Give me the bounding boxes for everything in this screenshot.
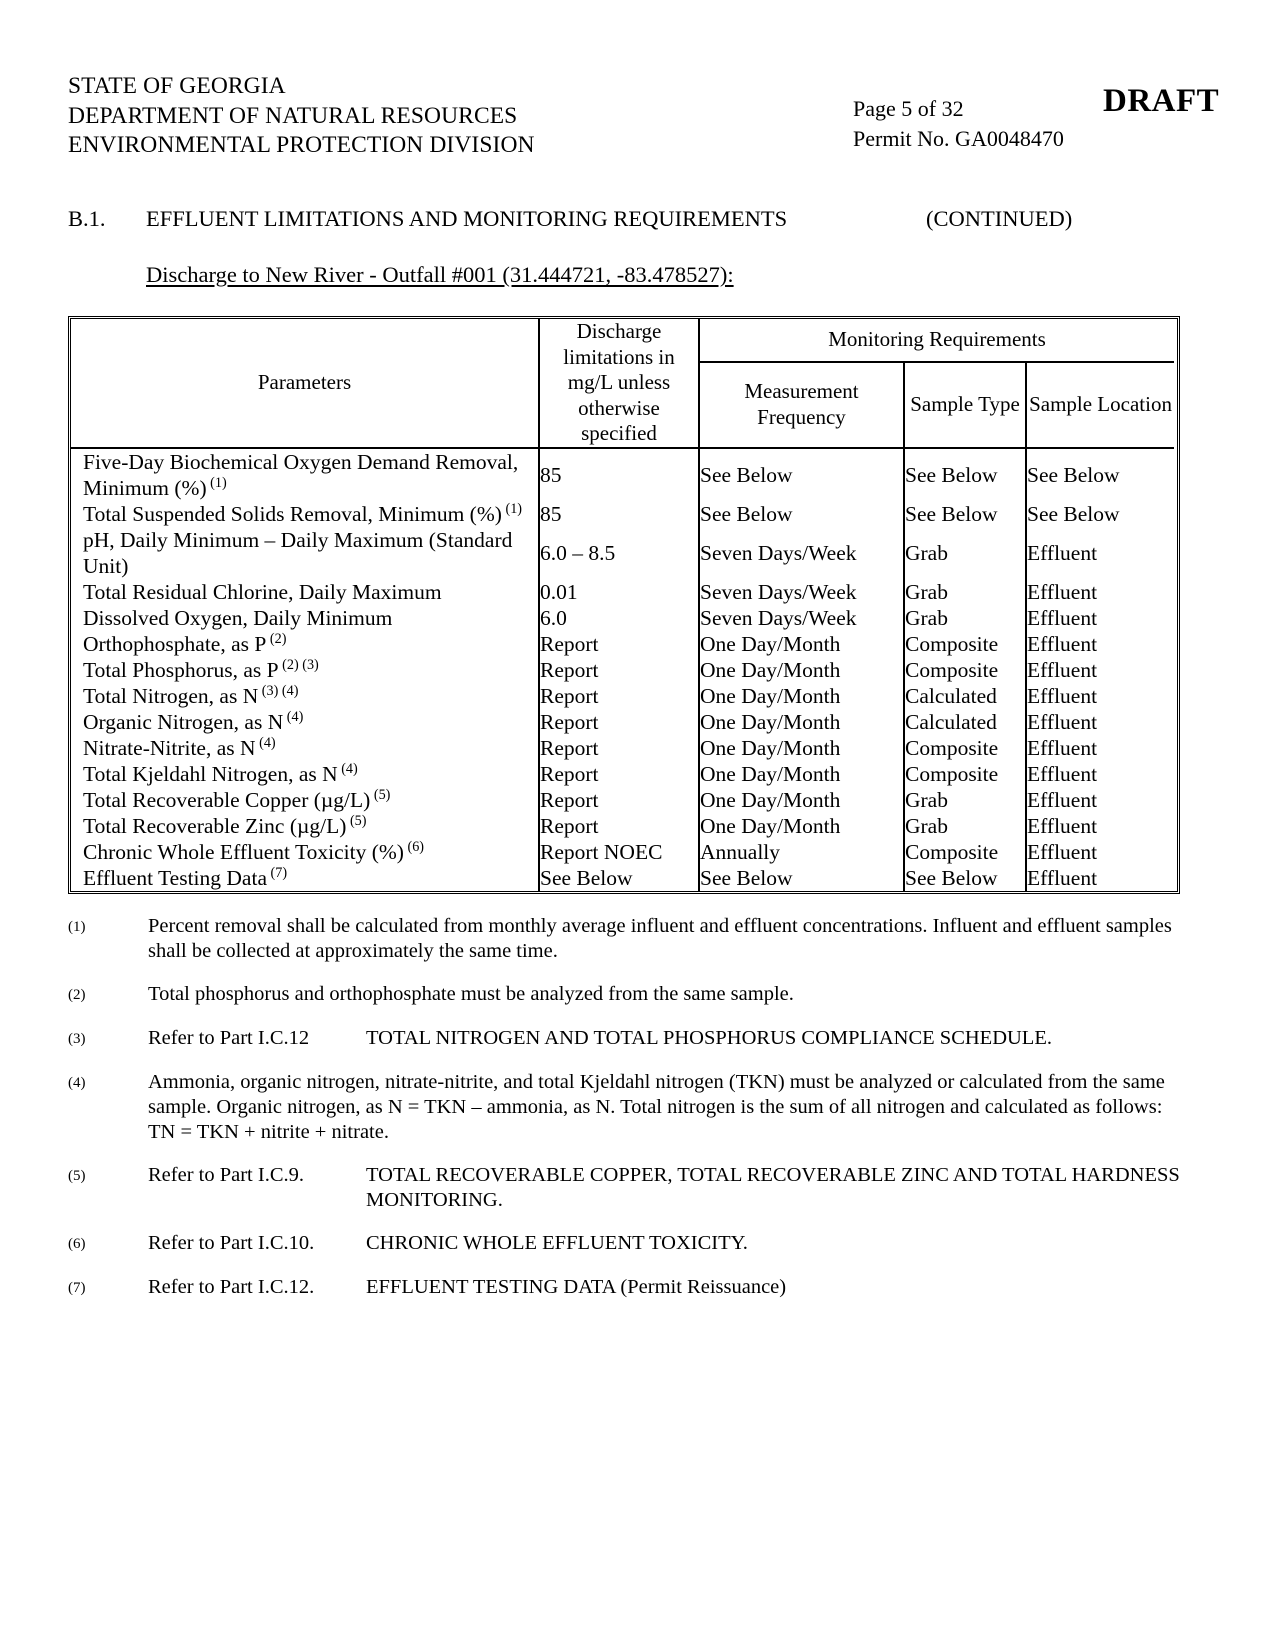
footnote-marker: (6): [403, 838, 425, 855]
cell-sample-type: Grab: [904, 605, 1026, 631]
table-head: [71, 319, 1174, 448]
cell-sample-location: Effluent: [1026, 787, 1174, 813]
cell-discharge-limit: 0.01: [539, 579, 699, 605]
effluent-table-container: [68, 316, 1180, 894]
cell-sample-type: See Below: [904, 501, 1026, 527]
table-row: [71, 657, 1174, 683]
cell-sample-type: Grab: [904, 813, 1026, 839]
footnote-item: [68, 1026, 1180, 1052]
footnote-number: (4): [68, 1074, 86, 1091]
cell-parameter: Dissolved Oxygen, Daily Minimum: [83, 605, 393, 630]
cell-sample-location: Effluent: [1026, 631, 1174, 657]
footnote-marker: (1): [206, 474, 227, 491]
footnote-text: Percent removal shall be calculated from monthly average influent and effluent concentrations. Influent and effluent samples shall be collected at approximately the same time.: [148, 914, 1172, 962]
footnote-number: (6): [68, 1235, 86, 1252]
cell-sample-location: Effluent: [1026, 735, 1174, 761]
cell-sample-type: Calculated: [904, 683, 1026, 709]
section-continued-label: (CONTINUED): [926, 206, 1073, 231]
cell-parameter: Total Recoverable Zinc (µg/L) $^{(5)}$: [83, 812, 367, 838]
table-row: [71, 709, 1174, 735]
cell-parameter: Five-Day Biochemical Oxygen Demand Removal, Minimum (%) $^{(1)}$: [83, 449, 519, 500]
draft-stamp: DRAFT: [1103, 83, 1220, 119]
col-header-monitoring-requirements: Monitoring Requirements: [699, 319, 1174, 362]
cell-measurement-frequency: Seven Days/Week: [699, 579, 904, 605]
outfall-subtitle-text: Discharge to New River - Outfall #001 (31.444721, -83.478527):: [146, 262, 734, 287]
cell-measurement-frequency: Seven Days/Week: [699, 527, 904, 579]
cell-sample-location: Effluent: [1026, 657, 1174, 683]
cell-sample-type: Grab: [904, 579, 1026, 605]
cell-parameter: Orthophosphate, as P $^{(2)}$: [83, 630, 287, 656]
header-meta: [853, 94, 1064, 154]
footnote-body: [148, 1275, 1180, 1301]
cell-sample-location: Effluent: [1026, 709, 1174, 735]
cell-sample-type: Calculated: [904, 709, 1026, 735]
footnote-body: [148, 1070, 1180, 1145]
cell-discharge-limit: 6.0 – 8.5: [539, 527, 699, 579]
cell-parameter: Organic Nitrogen, as N $^{(4)}$: [83, 708, 304, 734]
cell-discharge-limit: Report: [539, 631, 699, 657]
cell-measurement-frequency: One Day/Month: [699, 709, 904, 735]
cell-sample-type: Composite: [904, 735, 1026, 761]
footnote-item: [68, 1163, 1180, 1213]
footnotes-list: [68, 914, 1180, 1301]
cell-measurement-frequency: One Day/Month: [699, 657, 904, 683]
agency-line-2: DEPARTMENT OF NATURAL RESOURCES: [68, 102, 518, 129]
footnote-number: (7): [68, 1279, 86, 1296]
effluent-limitations-table: [71, 319, 1174, 891]
footnote-reference: Refer to Part I.C.12.: [148, 1275, 315, 1298]
cell-measurement-frequency: Annually: [699, 839, 904, 865]
cell-discharge-limit: Report: [539, 787, 699, 813]
col-header-discharge-limitations: Discharge limitations in mg/L unless otherwise specified: [539, 319, 699, 448]
cell-parameter: Total Kjeldahl Nitrogen, as N $^{(4)}$: [83, 760, 358, 786]
table-row: [71, 579, 1174, 605]
footnote-marker: (5): [370, 786, 391, 803]
table-row: [71, 839, 1174, 865]
col-header-parameters: Parameters: [71, 319, 539, 448]
footnote-marker: (1): [501, 500, 523, 517]
cell-parameter: Total Phosphorus, as P $^{(2) (3)}$: [83, 656, 319, 682]
cell-measurement-frequency: One Day/Month: [699, 683, 904, 709]
cell-parameter: pH, Daily Minimum – Daily Maximum (Standard Unit): [83, 527, 513, 578]
footnote-item: [68, 1275, 1180, 1301]
table-row: [71, 813, 1174, 839]
footnote-number: (5): [68, 1167, 86, 1184]
footnote-marker: (7): [267, 864, 288, 881]
footnote-item: [68, 982, 1180, 1008]
section-title: EFFLUENT LIMITATIONS AND MONITORING REQUIREMENTS: [146, 206, 788, 231]
cell-discharge-limit: 85: [539, 448, 699, 501]
cell-measurement-frequency: See Below: [699, 501, 904, 527]
table-row: [71, 527, 1174, 579]
cell-sample-location: Effluent: [1026, 605, 1174, 631]
section-number: B.1.: [68, 206, 106, 231]
cell-measurement-frequency: One Day/Month: [699, 787, 904, 813]
footnote-body: [148, 1026, 1180, 1052]
outfall-subtitle: [146, 262, 1180, 288]
footnote-item: [68, 914, 1180, 964]
col-header-sample-type: Sample Type: [904, 362, 1026, 448]
cell-sample-type: Composite: [904, 761, 1026, 787]
table-row: [71, 605, 1174, 631]
footnote-row: [148, 1026, 1180, 1051]
footnote-reference: Refer to Part I.C.12: [148, 1026, 310, 1049]
table-row: [71, 787, 1174, 813]
footnote-row: [148, 1231, 1180, 1256]
cell-parameter: Nitrate-Nitrite, as N $^{(4)}$: [83, 734, 276, 760]
footnote-text: Ammonia, organic nitrogen, nitrate-nitrite, and total Kjeldahl nitrogen (TKN) must be analyzed or calculated from the same sample. Organic nitrogen, as N = TKN – ammonia, as N. Total nitrogen is the sum of all nitrogen and calculated as follows: TN = TKN + nitrite + nitrate.: [148, 1070, 1165, 1143]
footnote-marker: (3) (4): [258, 682, 299, 699]
table-body: [71, 448, 1174, 891]
footnote-marker: (4): [337, 760, 358, 777]
footnote-number: (2): [68, 986, 86, 1003]
footnote-body: [148, 1163, 1180, 1213]
permit-number-label: Permit No. GA0048470: [853, 126, 1064, 151]
cell-measurement-frequency: See Below: [699, 865, 904, 891]
cell-sample-location: Effluent: [1026, 527, 1174, 579]
cell-discharge-limit: Report: [539, 709, 699, 735]
table-row: [71, 448, 1174, 501]
table-row: [71, 761, 1174, 787]
cell-discharge-limit: Report NOEC: [539, 839, 699, 865]
agency-line-3: ENVIRONMENTAL PROTECTION DIVISION: [68, 132, 535, 158]
cell-parameter: Total Recoverable Copper (µg/L) $^{(5)}$: [83, 786, 391, 812]
cell-measurement-frequency: One Day/Month: [699, 761, 904, 787]
footnote-marker: (4): [255, 734, 276, 751]
table-row: [71, 501, 1174, 527]
footnote-body: [148, 1231, 1180, 1257]
footnote-text: Total phosphorus and orthophosphate must be analyzed from the same sample.: [148, 982, 794, 1005]
cell-sample-type: Grab: [904, 527, 1026, 579]
cell-discharge-limit: Report: [539, 657, 699, 683]
footnote-reference: Refer to Part I.C.10.: [148, 1231, 315, 1254]
cell-sample-type: Composite: [904, 657, 1026, 683]
cell-sample-location: See Below: [1026, 501, 1174, 527]
footnote-text: EFFLUENT TESTING DATA (Permit Reissuance): [366, 1275, 787, 1298]
cell-measurement-frequency: One Day/Month: [699, 813, 904, 839]
table-row: [71, 735, 1174, 761]
cell-discharge-limit: 85: [539, 501, 699, 527]
cell-sample-type: See Below: [904, 448, 1026, 501]
table-row: [71, 865, 1174, 891]
cell-sample-location: Effluent: [1026, 839, 1174, 865]
cell-parameter: Total Suspended Solids Removal, Minimum (%) $^{(1)}$: [83, 500, 523, 526]
table-row: [71, 631, 1174, 657]
footnote-body: [148, 914, 1180, 964]
cell-sample-type: Composite: [904, 631, 1026, 657]
cell-measurement-frequency: One Day/Month: [699, 735, 904, 761]
cell-sample-type: See Below: [904, 865, 1026, 891]
col-header-measurement-frequency: Measurement Frequency: [699, 362, 904, 448]
footnote-text: TOTAL NITROGEN AND TOTAL PHOSPHORUS COMPLIANCE SCHEDULE.: [366, 1026, 1052, 1049]
cell-measurement-frequency: Seven Days/Week: [699, 605, 904, 631]
table-row: [71, 683, 1174, 709]
cell-measurement-frequency: See Below: [699, 448, 904, 501]
footnote-item: [68, 1070, 1180, 1145]
footnote-marker: (5): [346, 812, 367, 829]
cell-sample-location: Effluent: [1026, 683, 1174, 709]
footnote-item: [68, 1231, 1180, 1257]
footnote-marker: (2): [266, 630, 287, 647]
cell-sample-type: Grab: [904, 787, 1026, 813]
footnote-marker: (4): [283, 708, 304, 725]
cell-sample-location: Effluent: [1026, 579, 1174, 605]
footnote-text: CHRONIC WHOLE EFFLUENT TOXICITY.: [366, 1231, 748, 1254]
agency-line-1: STATE OF GEORGIA: [68, 73, 286, 99]
footnote-row: [148, 1275, 1180, 1300]
cell-discharge-limit: 6.0: [539, 605, 699, 631]
col-header-sample-location: Sample Location: [1026, 362, 1174, 448]
footnote-text: TOTAL RECOVERABLE COPPER, TOTAL RECOVERABLE ZINC AND TOTAL HARDNESS MONITORING.: [366, 1163, 1180, 1211]
footnote-number: (3): [68, 1030, 86, 1047]
cell-discharge-limit: Report: [539, 813, 699, 839]
cell-sample-location: Effluent: [1026, 813, 1174, 839]
cell-sample-location: Effluent: [1026, 865, 1174, 891]
cell-parameter: Total Residual Chlorine, Daily Maximum: [83, 579, 442, 604]
cell-discharge-limit: Report: [539, 735, 699, 761]
cell-sample-location: See Below: [1026, 448, 1174, 501]
cell-discharge-limit: See Below: [539, 865, 699, 891]
page-number-label: Page 5 of 32: [853, 96, 964, 121]
footnote-number: (1): [68, 918, 86, 935]
footnote-body: [148, 982, 1180, 1008]
section-heading: [68, 206, 1180, 232]
table-header-row-1: [71, 319, 1174, 362]
footnote-reference: Refer to Part I.C.9.: [148, 1163, 304, 1186]
cell-sample-location: Effluent: [1026, 761, 1174, 787]
cell-parameter: Effluent Testing Data $^{(7)}$: [83, 864, 288, 890]
footnote-row: [148, 1163, 1180, 1213]
footnote-marker: (2) (3): [278, 656, 319, 673]
cell-parameter: Chronic Whole Effluent Toxicity (%) $^{(6)}$: [83, 838, 425, 864]
page-header: [68, 72, 1220, 164]
cell-sample-type: Composite: [904, 839, 1026, 865]
cell-discharge-limit: Report: [539, 683, 699, 709]
cell-measurement-frequency: One Day/Month: [699, 631, 904, 657]
cell-parameter: Total Nitrogen, as N $^{(3) (4)}$: [83, 682, 299, 708]
cell-discharge-limit: Report: [539, 761, 699, 787]
